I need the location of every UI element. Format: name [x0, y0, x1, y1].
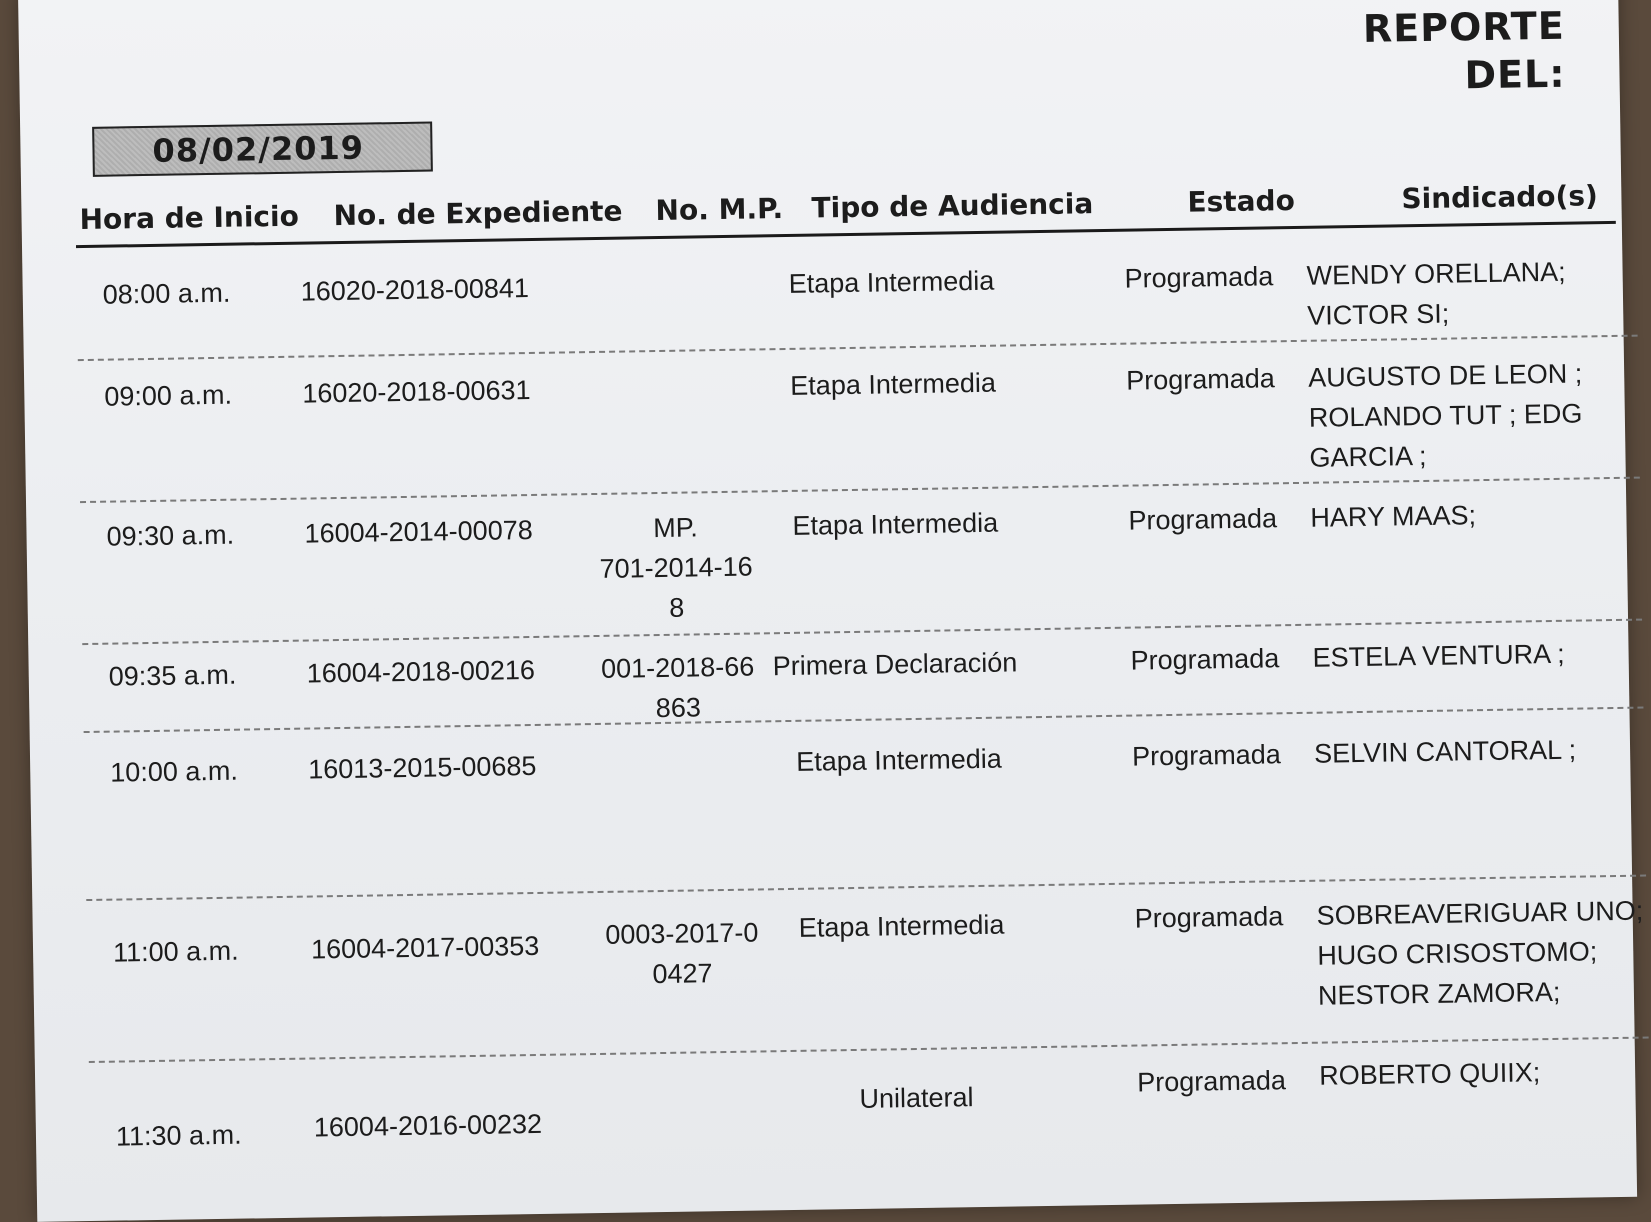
sindicado-line: ROBERTO QUIIX;: [1318, 1057, 1541, 1091]
cell-sindicados: [1316, 891, 1644, 1016]
cell-hora: 09:35 a.m.: [108, 659, 237, 692]
report-date: 08/02/2019: [92, 122, 433, 177]
cell-sindicados: [1306, 252, 1566, 336]
sindicado-line: WENDY ORELLANA;: [1306, 256, 1566, 291]
table-header: [75, 177, 1616, 248]
cell-estado: Programada: [1137, 1065, 1287, 1098]
cell-expediente: 16020-2018-00631: [302, 375, 531, 409]
col-sindicados-header: Sindicado(s): [1401, 179, 1599, 216]
report-title-line1: REPORTE: [1362, 3, 1566, 51]
table-row: [84, 729, 1624, 788]
cell-tipo: Etapa Intermedia: [798, 909, 1005, 943]
cell-estado: Programada: [1126, 363, 1276, 396]
cell-estado: Programada: [1128, 503, 1278, 536]
cell-sindicados: [1319, 1052, 1541, 1095]
sindicado-line: ROLANDO TUT ; EDG: [1308, 398, 1583, 433]
cell-expediente: 16004-2018-00216: [306, 654, 536, 689]
cell-sindicados: [1314, 730, 1577, 774]
row-separator: [84, 707, 1644, 734]
mp-line: 701-2014-16: [599, 551, 753, 584]
cell-hora: 10:00 a.m.: [110, 755, 239, 788]
col-hora-header: Hora de Inicio: [79, 199, 300, 237]
cell-tipo: Etapa Intermedia: [788, 265, 995, 299]
cell-mp: [592, 912, 773, 995]
mp-line: 863: [655, 692, 702, 724]
sindicado-line: NESTOR ZAMORA;: [1317, 976, 1561, 1011]
col-tipo-header: Tipo de Audiencia: [811, 187, 1094, 225]
cell-sindicados: [1312, 634, 1565, 678]
cell-tipo: Primera Declaración: [772, 647, 1018, 682]
sindicado-line: SOBREAVERIGUAR UNO;: [1316, 895, 1644, 931]
cell-mp: [587, 646, 768, 729]
cell-expediente: 16004-2014-00078: [304, 514, 533, 549]
table-row: [76, 251, 1616, 331]
cell-estado: Programada: [1130, 643, 1280, 676]
cell-expediente: 16013-2015-00685: [308, 750, 537, 785]
mp-line: MP.: [652, 512, 698, 544]
cell-hora: 09:00 a.m.: [104, 379, 233, 412]
cell-tipo: Unilateral: [859, 1082, 974, 1114]
cell-sindicados: [1308, 353, 1584, 477]
cell-expediente: 16004-2017-00353: [310, 930, 540, 965]
cell-estado: Programada: [1131, 739, 1281, 772]
report-title-line2: DEL:: [1464, 51, 1566, 98]
mp-line: 001-2018-66: [600, 651, 755, 684]
col-mp-header: No. M.P.: [655, 192, 784, 228]
cell-expediente: 16020-2018-00841: [300, 273, 530, 307]
cell-hora: 11:00 a.m.: [112, 935, 239, 968]
cell-mp: [585, 506, 767, 629]
cell-hora: 11:30 a.m.: [115, 1119, 242, 1152]
col-estado-header: Estado: [1187, 183, 1296, 219]
cell-tipo: Etapa Intermedia: [790, 367, 997, 401]
sindicado-line: HARY MAAS;: [1310, 500, 1477, 533]
report-page: [18, 0, 1644, 1222]
sindicado-line: AUGUSTO DE LEON ;: [1307, 358, 1583, 393]
sindicado-line: ESTELA VENTURA ;: [1312, 638, 1565, 673]
mp-line: 0003-2017-0: [605, 917, 759, 950]
mp-line: 8: [669, 592, 685, 623]
report-title: [1363, 2, 1566, 101]
cell-hora: 08:00 a.m.: [102, 277, 231, 310]
table-row: [82, 633, 1622, 724]
cell-tipo: Etapa Intermedia: [795, 743, 1003, 777]
cell-expediente: 16004-2016-00232: [313, 1108, 543, 1143]
col-expediente-header: No. de Expediente: [333, 194, 623, 233]
cell-estado: Programada: [1134, 901, 1284, 934]
cell-sindicados: [1310, 495, 1476, 538]
sindicado-line: HUGO CRISOSTOMO;: [1317, 936, 1598, 971]
mp-line: 0427: [652, 958, 713, 990]
sindicado-line: GARCIA ;: [1309, 440, 1427, 473]
sindicado-line: SELVIN CANTORAL ;: [1313, 734, 1577, 769]
cell-hora: 09:30 a.m.: [106, 519, 235, 552]
sindicado-line: VICTOR SI;: [1307, 298, 1450, 331]
cell-tipo: Etapa Intermedia: [792, 507, 999, 541]
cell-estado: Programada: [1124, 261, 1274, 294]
